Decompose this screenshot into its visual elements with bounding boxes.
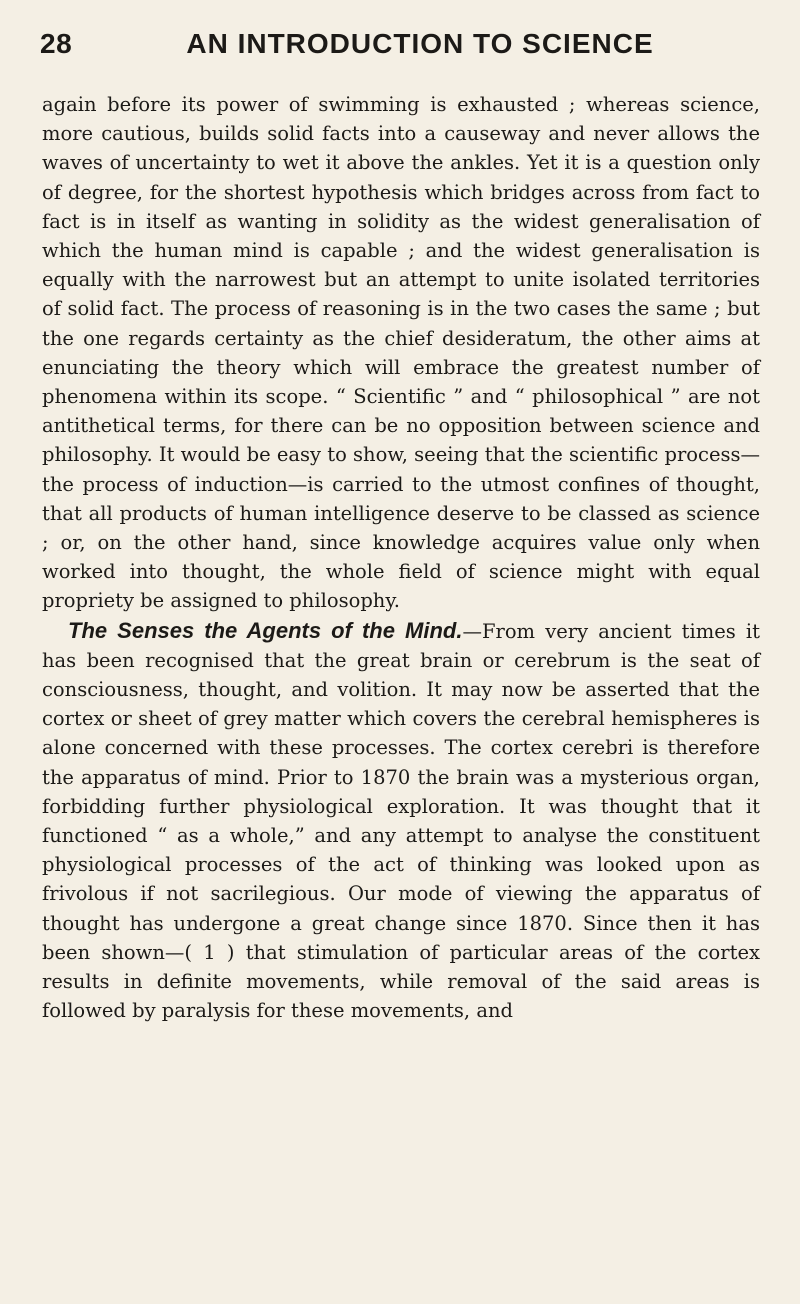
paragraph: again before its power of swimming is exhausted ; whereas science, more cautious, builds solid facts into a causeway and never allows the waves of uncertainty to wet it above the ankles. Yet it is a question only of degree, for the shortest hypothesis which bridges across from fact to fact is in itself as wanting in solidity as the widest generalisation of which the human mind is capable ; and the widest generalisation is equally with the narrowest but an attempt to unite isolated territories of solid fact. The process of reasoning is in the two cases the same ; but the one regards certainty as the chief desideratum, the other aims at enunciating the theory which will embrace the greatest number of phenomena within its scope. “ Scientific ” and “ philosophical ” are not antithetical terms, for there can be no opposition between science and philosophy. It would be easy to show, seeing that the scientific process—the process of induction—is carried to the utmost confines of thought, that all products of human intelligence deserve to be classed as science ; or, on the other hand, since knowledge acquires value only when worked into thought, the whole field of science might with equal propriety be assigned to philosophy.	[42, 93, 760, 613]
page-number: 28	[40, 28, 73, 59]
paragraph-with-heading	[42, 616, 760, 1026]
book-title: AN INTRODUCTION TO SCIENCE	[186, 28, 654, 59]
section-heading: The Senses the Agents of the Mind.	[68, 617, 463, 643]
body-text	[42, 90, 760, 1026]
running-head	[40, 28, 760, 62]
paragraph-text: —From very ancient times it has been recognised that the great brain or cerebrum is the seat of consciousness, thought, and volition. It may now be asserted that the cortex or sheet of grey matter which covers the cerebral hemispheres is alone concerned with these processes. The cortex cerebri is therefore the apparatus of mind. Prior to 1870 the brain was a mysterious organ, forbidding further physiological exploration. It was thought that it functioned “ as a whole,” and any attempt to analyse the constituent physiological processes of the act of thinking was looked upon as frivolous if not sacrilegious. Our mode of viewing the apparatus of thought has undergone a great change since 1870. Since then it has been shown—( 1 ) that stimulation of particular areas of the cortex results in definite movements, while removal of the said areas is followed by paralysis for these movements, and	[42, 619, 760, 1023]
